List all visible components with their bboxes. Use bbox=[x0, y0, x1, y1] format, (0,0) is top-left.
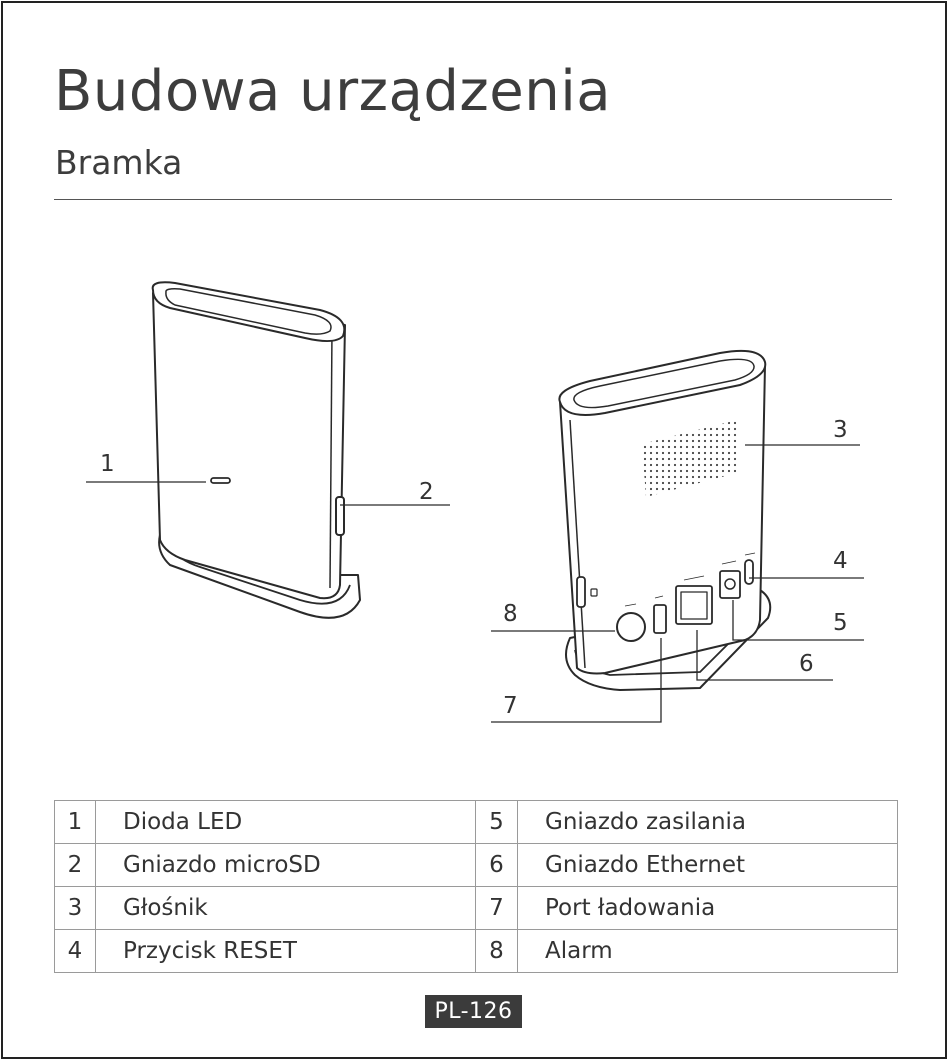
callout-1: 1 bbox=[100, 451, 115, 477]
legend-number: 7 bbox=[476, 887, 518, 930]
table-row bbox=[55, 801, 898, 844]
legend-label: Port ładowania bbox=[518, 887, 898, 930]
legend-number: 4 bbox=[55, 930, 96, 973]
legend-number: 6 bbox=[476, 844, 518, 887]
table-row bbox=[55, 887, 898, 930]
legend-number: 1 bbox=[55, 801, 96, 844]
callout-7: 7 bbox=[503, 693, 518, 719]
callout-2: 2 bbox=[419, 479, 434, 505]
legend-label: Gniazdo Ethernet bbox=[518, 844, 898, 887]
callout-3: 3 bbox=[833, 417, 848, 443]
parts-legend-table bbox=[54, 800, 898, 973]
legend-label: Gniazdo zasilania bbox=[518, 801, 898, 844]
legend-number: 8 bbox=[476, 930, 518, 973]
legend-number: 2 bbox=[55, 844, 96, 887]
legend-label: Głośnik bbox=[96, 887, 476, 930]
legend-label: Przycisk RESET bbox=[96, 930, 476, 973]
table-row bbox=[55, 844, 898, 887]
page-number-badge: PL-126 bbox=[425, 995, 522, 1028]
callout-6: 6 bbox=[799, 651, 814, 677]
legend-label: Gniazdo microSD bbox=[96, 844, 476, 887]
gateway-back-view bbox=[559, 351, 770, 690]
callout-5: 5 bbox=[833, 610, 848, 636]
legend-number: 3 bbox=[55, 887, 96, 930]
table-row bbox=[55, 930, 898, 973]
legend-number: 5 bbox=[476, 801, 518, 844]
callout-4: 4 bbox=[833, 548, 848, 574]
page-title: Budowa urządzenia bbox=[54, 59, 612, 124]
legend-label: Alarm bbox=[518, 930, 898, 973]
legend-label: Dioda LED bbox=[96, 801, 476, 844]
gateway-front-view bbox=[153, 282, 360, 618]
callout-8: 8 bbox=[503, 601, 518, 627]
page-subtitle: Bramka bbox=[55, 143, 183, 182]
